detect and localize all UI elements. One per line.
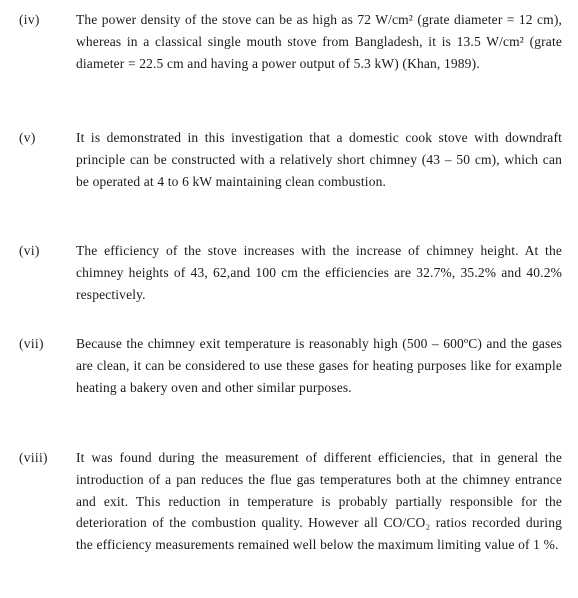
item-number: (vii): [19, 336, 44, 351]
item-text: It was found during the measurement of different efficiencies, that in general the introduction of a pan reduces the flue gas temperatures both at the chimney entrance and exit. This reduction in temperature is probably partially responsible for the deterioration of the combustion quality. However all CO/CO₂ ratios recorded during the efficiency measurements remained well below the maximum limiting value of 1 %.: [76, 450, 562, 553]
item-number: (v): [19, 130, 36, 145]
item-text: The power density of the stove can be as high as 72 W/cm² (grate diameter = 12 cm), whereas in a classical single mouth stove from Bangladesh, it is 13.5 W/cm² (grate diameter = 22.5 cm and having a power output of 5.3 kW) (Khan, 1989).: [76, 12, 562, 71]
item-number: (iv): [19, 12, 40, 27]
item-number: (vi): [19, 243, 40, 258]
item-text: The efficiency of the stove increases with the increase of chimney height. At the chimney heights of 43, 62,and 100 cm the efficiencies are 32.7%, 35.2% and 40.2% respectively.: [76, 243, 562, 302]
item-text: Because the chimney exit temperature is reasonably high (500 – 600ºC) and the gases are clean, it can be considered to use these gases for heating purposes like for example heating a bakery oven and other similar purposes.: [76, 336, 562, 395]
item-number: (viii): [19, 450, 48, 465]
item-text: It is demonstrated in this investigation that a domestic cook stove with downdraft principle can be constructed with a relatively short chimney (43 – 50 cm), which can be operated at 4 to 6 kW maintaining clean combustion.: [76, 130, 562, 189]
